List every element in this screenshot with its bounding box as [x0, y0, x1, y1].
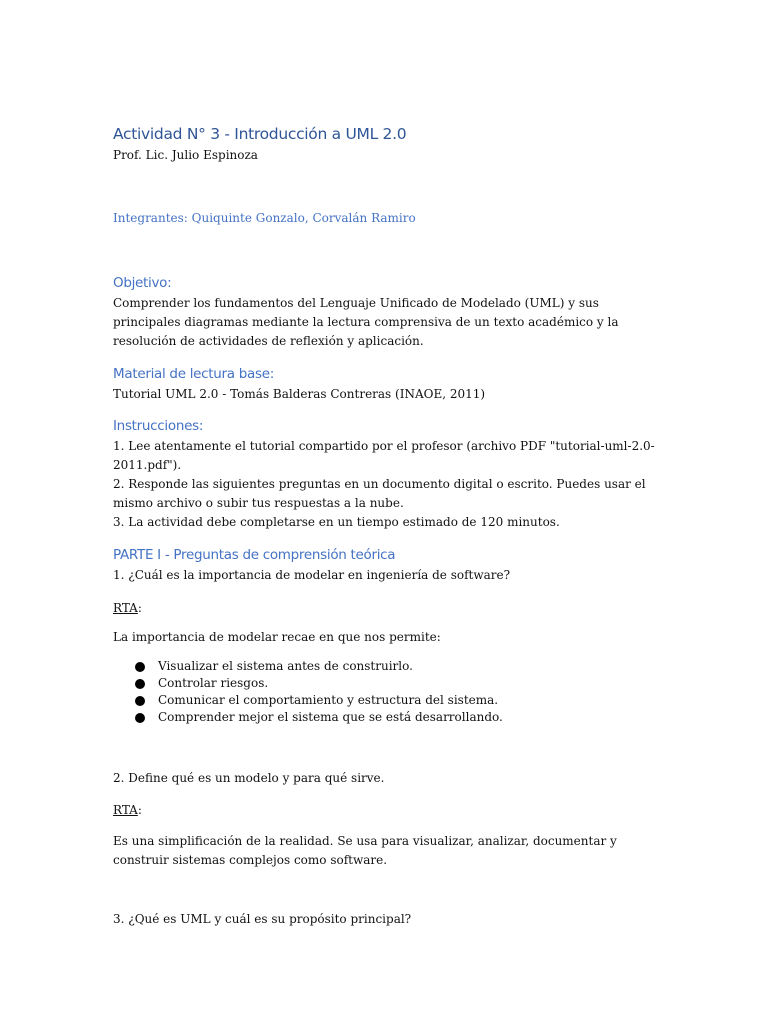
material-text: Tutorial UML 2.0 - Tomás Balderas Contreras (INAOE, 2011): [113, 387, 486, 401]
list-item: [113, 658, 503, 675]
instruction-item: 1. Lee atentamente el tutorial compartido por el profesor (archivo PDF "tutorial-uml-2.0-2011.pdf").: [113, 439, 655, 472]
rta-label-text: RTA: [113, 601, 138, 615]
rta-label-text: RTA: [113, 803, 138, 817]
document-title: Actividad N° 3 - Introducción a UML 2.0: [113, 125, 407, 143]
bullet-icon: [135, 713, 145, 723]
professor-name: Prof. Lic. Julio Espinoza: [113, 148, 258, 162]
rta-label: [113, 801, 142, 820]
instruction-item: 2. Responde las siguientes preguntas en un documento digital o escrito. Puedes usar el mismo archivo o subir tus respuestas a la nube.: [113, 477, 646, 510]
bullet-text: Comprender mejor el sistema que se está desarrollando.: [158, 710, 503, 724]
rta-colon: :: [137, 803, 142, 817]
list-item: [113, 675, 503, 692]
part1-heading: PARTE I - Preguntas de comprensión teórica: [113, 547, 396, 563]
material-heading: Material de lectura base:: [113, 366, 274, 382]
rta-colon: :: [137, 601, 142, 615]
bullet-icon: [135, 696, 145, 706]
bullet-icon: [135, 662, 145, 672]
question-1: 1. ¿Cuál es la importancia de modelar en ingeniería de software?: [113, 568, 511, 582]
bullet-text: Controlar riesgos.: [158, 676, 269, 690]
question-3: 3. ¿Qué es UML y cuál es su propósito principal?: [113, 912, 412, 926]
list-item: [113, 692, 503, 709]
objective-heading: Objetivo:: [113, 275, 172, 291]
question-2: 2. Define qué es un modelo y para qué sirve.: [113, 771, 385, 785]
rta-label: [113, 599, 142, 618]
list-item: [113, 709, 503, 726]
answer-1-intro: La importancia de modelar recae en que nos permite:: [113, 630, 441, 644]
bullet-icon: [135, 679, 145, 689]
bullet-text: Visualizar el sistema antes de construirlo.: [158, 659, 413, 673]
bullet-text: Comunicar el comportamiento y estructura del sistema.: [158, 693, 499, 707]
instruction-item: 3. La actividad debe completarse en un tiempo estimado de 120 minutos.: [113, 515, 560, 529]
instructions-list: [113, 437, 658, 532]
instructions-heading: Instrucciones:: [113, 418, 204, 434]
objective-text: Comprender los fundamentos del Lenguaje Unificado de Modelado (UML) y sus principales diagramas mediante la lectura comprensiva de un texto académico y la resolución de actividades de reflexión y aplicación.: [113, 296, 619, 348]
answer-2: Es una simplificación de la realidad. Se usa para visualizar, analizar, documentar y construir sistemas complejos como software.: [113, 834, 617, 867]
answer-1-bullet-list: [113, 658, 503, 726]
group-members: Integrantes: Quiquinte Gonzalo, Corvalán Ramiro: [113, 211, 416, 225]
